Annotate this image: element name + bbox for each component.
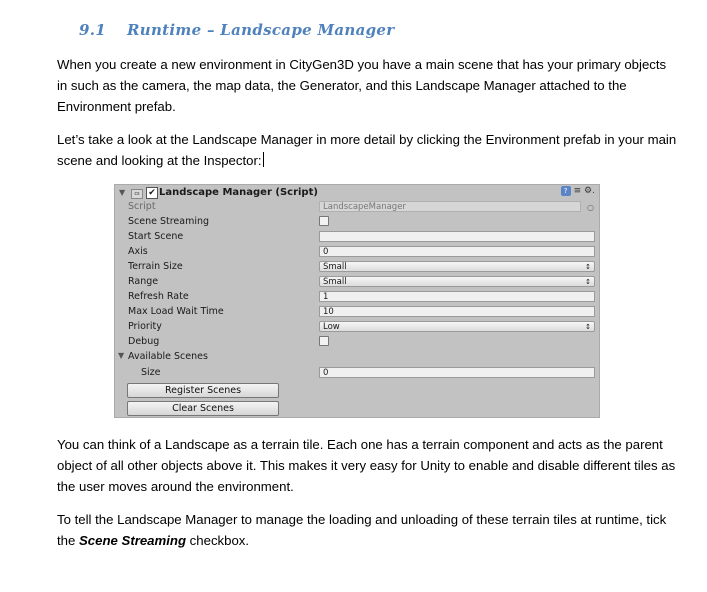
streaming-paragraph <box>57 509 677 551</box>
text-cursor <box>263 152 264 167</box>
streaming-text-after: checkbox. <box>186 533 250 548</box>
dropdown-arrow-icon: ↕ <box>585 263 591 271</box>
priority-value: Low <box>323 322 340 332</box>
start-scene-row <box>115 230 599 245</box>
axis-row <box>115 245 599 260</box>
size-label: Size <box>141 367 161 378</box>
streaming-text-before: To tell the Landscape Manager to manage the loading and unloading of these terrain tiles at runtime, tick the <box>57 512 667 548</box>
debug-label: Debug <box>128 336 160 347</box>
script-label: Script <box>128 201 156 212</box>
start-scene-label: Start Scene <box>128 231 184 242</box>
script-row <box>115 200 599 215</box>
debug-row <box>115 335 599 350</box>
scene-streaming-emphasis: Scene Streaming <box>79 533 187 548</box>
available-scenes-label: Available Scenes <box>128 351 208 362</box>
terrain-size-dropdown[interactable] <box>319 261 595 272</box>
inspector-paragraph-text: Let’s take a look at the Landscape Manager in more detail by clicking the Environment prefab in your main scene and looking at the Inspector: <box>57 132 677 168</box>
size-input[interactable]: 0 <box>319 367 595 378</box>
dropdown-arrow-icon: ↕ <box>585 323 591 331</box>
object-picker-icon[interactable]: ○ <box>587 203 594 212</box>
intro-paragraph: When you create a new environment in CityGen3D you have a main scene that has your primary objects in such as the camera, the map data, the Generator, and this Landscape Manager attached to the Environment prefab. <box>57 57 667 114</box>
landscape-paragraph: You can think of a Landscape as a terrain tile. Each one has a terrain component and acts as the parent object of all other objects above it. This makes it very easy for Unity to enable and disable different tiles as the user moves around the environment. <box>57 437 676 494</box>
refresh-rate-label: Refresh Rate <box>128 291 189 302</box>
available-scenes-fold-icon[interactable]: ▼ <box>118 351 125 360</box>
section-title: Runtime – Landscape Manager <box>127 21 395 39</box>
fold-arrow-icon[interactable]: ▼ <box>119 188 126 197</box>
range-value: Small <box>323 277 347 287</box>
refresh-rate-input[interactable]: 1 <box>319 291 595 302</box>
range-row <box>115 275 599 290</box>
debug-checkbox[interactable] <box>319 336 329 346</box>
inspector-paragraph <box>57 129 677 171</box>
scene-streaming-label: Scene Streaming <box>128 216 210 227</box>
priority-label: Priority <box>128 321 162 332</box>
range-label: Range <box>128 276 159 287</box>
terrain-size-label: Terrain Size <box>128 261 183 272</box>
axis-input[interactable]: 0 <box>319 246 595 257</box>
register-scenes-button[interactable]: Register Scenes <box>127 383 279 398</box>
terrain-size-row <box>115 260 599 275</box>
axis-label: Axis <box>128 246 148 257</box>
available-scenes-row[interactable] <box>115 350 599 365</box>
component-enable-checkbox[interactable]: ✔ <box>146 187 158 199</box>
refresh-rate-row <box>115 290 599 305</box>
terrain-size-value: Small <box>323 262 347 272</box>
scene-streaming-checkbox[interactable] <box>319 216 329 226</box>
clear-scenes-button[interactable]: Clear Scenes <box>127 401 279 416</box>
script-field[interactable]: LandscapeManager <box>319 201 581 212</box>
settings-icon[interactable]: ≡ ⚙. <box>573 186 595 196</box>
priority-row <box>115 320 599 335</box>
dropdown-arrow-icon: ↕ <box>585 278 591 286</box>
max-load-wait-input[interactable]: 10 <box>319 306 595 317</box>
section-number: 9.1 <box>79 21 106 39</box>
start-scene-input[interactable] <box>319 231 595 242</box>
size-row <box>115 366 599 381</box>
help-icon[interactable]: ? <box>561 186 571 196</box>
header-icons <box>561 186 595 196</box>
script-icon: cs <box>131 189 143 199</box>
max-load-wait-row <box>115 305 599 320</box>
inspector-screenshot <box>114 184 600 418</box>
priority-dropdown[interactable] <box>319 321 595 332</box>
scene-streaming-row <box>115 215 599 230</box>
section-heading <box>79 21 394 39</box>
max-load-wait-label: Max Load Wait Time <box>128 306 224 317</box>
range-dropdown[interactable] <box>319 276 595 287</box>
component-header <box>115 185 599 201</box>
component-title: Landscape Manager (Script) <box>159 187 318 198</box>
